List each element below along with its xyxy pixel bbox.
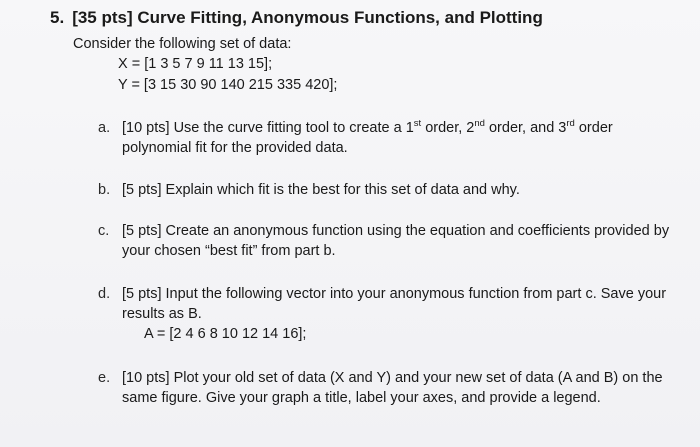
part-a-sup-2: nd — [474, 118, 485, 130]
part-b — [98, 180, 678, 200]
question-intro: Consider the following set of data: — [73, 36, 292, 52]
question-heading — [50, 8, 543, 28]
part-c-letter: c. — [98, 223, 110, 239]
part-a-sup-1: st — [413, 118, 422, 130]
part-a-text-2: order, 2 — [421, 120, 475, 136]
part-d — [98, 284, 678, 344]
part-a-text-1: [10 pts] Use the curve fitting tool to create a 1 — [122, 120, 414, 136]
part-d-text: [5 pts] Input the following vector into your anonymous function from part c. Save your results as B. — [122, 286, 667, 322]
part-a — [98, 118, 678, 158]
y-data-line: Y = [3 15 30 90 140 215 335 420]; — [118, 77, 338, 93]
part-a-letter: a. — [98, 120, 111, 136]
part-d-letter: d. — [98, 286, 111, 302]
part-c-text: [5 pts] Create an anonymous function using the equation and coefficients provided by your chosen “best fit” from part b. — [122, 223, 670, 259]
x-data-line: X = [1 3 5 7 9 11 13 15]; — [118, 56, 273, 72]
part-d-vector: A = [2 4 6 8 10 12 14 16]; — [144, 326, 307, 342]
part-c — [98, 221, 678, 261]
part-e-letter: e. — [98, 370, 111, 386]
part-e — [98, 368, 678, 408]
part-d-body — [122, 284, 678, 344]
part-b-letter: b. — [98, 182, 111, 198]
part-e-text: [10 pts] Plot your old set of data (X and Y) and your new set of data (A and B) on the same figure. Give your graph a title, label your axes, and provide a legend. — [122, 370, 663, 406]
part-a-text — [122, 118, 678, 158]
part-a-text-4: order polynomial fit for the provided data. — [122, 120, 613, 156]
part-a-sup-3: rd — [566, 118, 575, 130]
part-b-text: [5 pts] Explain which fit is the best for this set of data and why. — [122, 182, 520, 198]
question-number: 5. — [50, 8, 65, 27]
question-title: [35 pts] Curve Fitting, Anonymous Functions, and Plotting — [72, 8, 543, 27]
part-a-text-3: order, and 3 — [484, 120, 567, 136]
